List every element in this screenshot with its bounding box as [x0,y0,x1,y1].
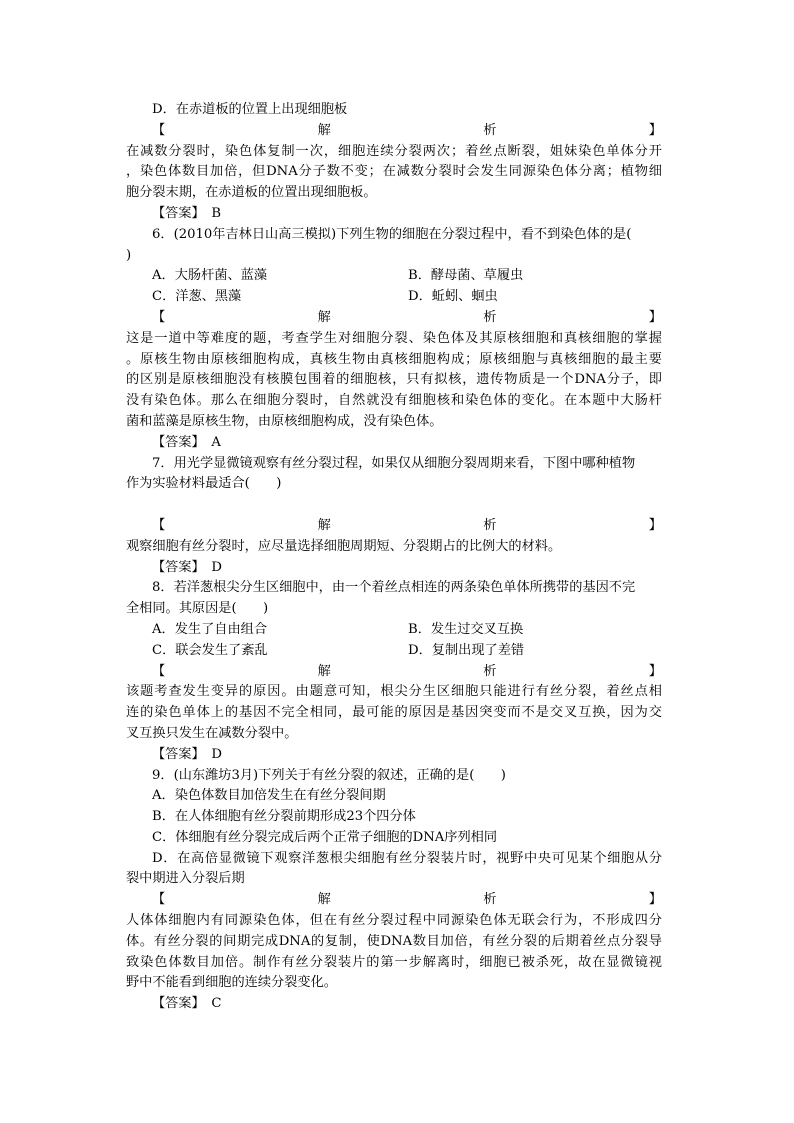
q5-analysis-label: 【 解 析 】 [152,122,662,138]
q9-option-c: C．体细胞有丝分裂完成后两个正常子细胞的DNA序列相同 [152,829,498,845]
q9-analysis-label: 【 解 析 】 [152,892,662,908]
q9-option-d-cont: 裂中期进入分裂后期 [126,871,245,887]
q6-option-c: C．洋葱、黑藻 [152,289,242,305]
q6-analysis-line: 的区别是原核细胞没有核膜包围着的细胞核，只有拟核，遗传物质是一个DNA分子，即 [126,372,662,388]
q6-options-row [126,287,662,308]
q6-analysis-line: 没有染色体。那么在细胞分裂时，自然就没有细胞核和染色体的变化。在本题中大肠杆 [126,393,662,409]
q8-analysis-line: 该题考查发生变异的原因。由题意可知，根尖分生区细胞只能进行有丝分裂，着丝点相 [126,684,662,700]
q6-analysis-label: 【 解 析 】 [152,309,662,325]
q9-option-b: B．在人体细胞有丝分裂前期形成23个四分体 [152,809,416,825]
q8-option-d: D．复制出现了差错 [408,642,525,658]
q7-stem-line: 作为实验材料最适合( ) [126,476,282,492]
q6-answer: 【答案】 A [152,434,221,450]
q6-option-d: D．蚯蚓、蛔虫 [408,289,498,305]
q9-option-d: D．在高倍显微镜下观察洋葱根尖细胞有丝分裂装片时，视野中央可见某个细胞从分 [152,850,662,866]
q8-option-a: A．发生了自由组合 [152,621,268,637]
document-page [126,100,662,1015]
q7-stem-line: 7．用光学显微镜观察有丝分裂过程，如果仅从细胞分裂周期来看，下图中哪种植物 [152,455,636,471]
q5-option-d: D．在赤道板的位置上出现细胞板 [152,102,348,117]
q9-analysis-line: 致染色体数目加倍。制作有丝分裂装片的第一步解离时，细胞已被杀死，故在显微镜视 [126,954,662,970]
q5-analysis-line: 在减数分裂时，染色体复制一次，细胞连续分裂两次；着丝点断裂，姐妹染色单体分开 [126,143,662,159]
q8-option-b: B．发生过交叉互换 [408,621,524,637]
q6-stem-line: ) [126,247,132,263]
q5-analysis-line: ，染色体数目加倍，但DNA分子数不变；在减数分裂时会发生同源染色体分离；植物细 [126,164,662,180]
q6-option-a: A．大肠杆菌、蓝藻 [152,268,268,284]
q6-options-row [126,266,662,287]
q8-analysis-label: 【 解 析 】 [152,663,662,679]
q9-answer: 【答案】 C [152,996,222,1012]
q8-stem-line: 全相同。其原因是( ) [126,601,269,617]
q8-options-row [126,641,662,662]
q8-analysis-line: 连的染色单体上的基因不完全相同，最可能的原因是基因突变而不是交叉互换，因为交 [126,705,662,721]
q5-analysis-line: 胞分裂末期，在赤道板的位置出现细胞板。 [126,185,377,201]
q9-analysis-line: 野中不能看到细胞的连续分裂变化。 [126,975,337,991]
q9-analysis-line: 体。有丝分裂的间期完成DNA的复制，使DNA数目加倍，有丝分裂的后期着丝点分裂导 [126,933,662,949]
q5-answer: 【答案】 B [152,205,222,221]
q8-stem-line: 8．若洋葱根尖分生区细胞中，由一个着丝点相连的两条染色单体所携带的基因不完 [152,580,636,596]
q7-answer: 【答案】 D [152,559,222,575]
q8-analysis-line: 叉互换只发生在减数分裂中。 [126,725,298,741]
q6-option-b: B．酵母菌、草履虫 [408,268,524,284]
q6-analysis-line: 菌和蓝藻是原核生物，由原核细胞构成，没有染色体。 [126,413,443,429]
q6-analysis-line: 。原核生物由原核细胞构成，真核生物由真核细胞构成；原核细胞与真核细胞的最主要 [126,351,662,367]
q7-figure-gap [126,495,662,516]
q6-analysis-line: 这是一道中等难度的题，考查学生对细胞分裂、染色体及其原核细胞和真核细胞的掌握 [126,330,662,346]
q8-option-c: C．联会发生了紊乱 [152,642,268,658]
q7-analysis-line: 观察细胞有丝分裂时，应尽量选择细胞周期短、分裂期占的比例大的材料。 [126,538,562,554]
q8-answer: 【答案】 D [152,746,222,762]
q9-analysis-line: 人体体细胞内有同源染色体，但在有丝分裂过程中同源染色体无联会行为，不形成四分 [126,913,662,929]
q9-stem-line: 9．(山东潍坊3月)下列关于有丝分裂的叙述，正确的是( ) [152,767,506,783]
q7-analysis-label: 【 解 析 】 [152,517,662,533]
q6-stem-line: 6．(2010年吉林日山高三模拟)下列生物的细胞在分裂过程中，看不到染色体的是( [152,226,632,242]
q8-options-row [126,620,662,641]
q9-option-a: A．染色体数目加倍发生在有丝分裂间期 [152,788,386,804]
